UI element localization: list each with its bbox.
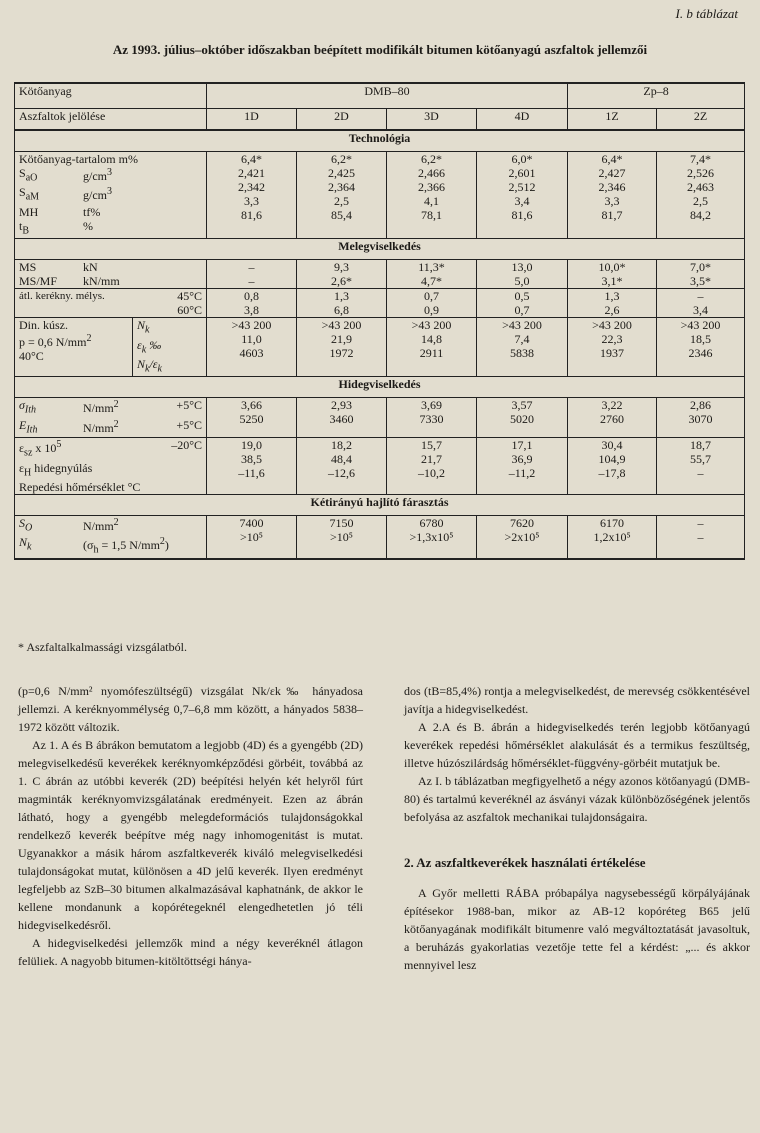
fatigue-value: 6780 [419, 515, 444, 530]
mix-code-1Z: 1Z [568, 109, 657, 131]
technology-value: 2,425 [328, 166, 355, 180]
technology-value: 3,3 [244, 194, 259, 208]
technology-value: 2,427 [598, 166, 626, 180]
mix-label: Aszfaltok jelölése [15, 109, 207, 131]
properties-table [14, 82, 745, 560]
creep-value: 14,8 [421, 332, 442, 347]
stress-value: 5250 [239, 412, 264, 427]
technology-col-2 [297, 152, 387, 239]
ms-value: 11,3* [418, 260, 445, 275]
technology-value: 2,512 [508, 180, 536, 194]
left-column [18, 682, 363, 970]
cold-value: –10,2 [418, 466, 445, 481]
cold-col-6 [657, 438, 745, 495]
creep-value: 2911 [419, 346, 444, 361]
technology-value: 4,1 [424, 194, 439, 208]
ms-value: 4,7* [421, 274, 442, 289]
rut-depth-value: 6,8 [334, 303, 349, 318]
creep-value: 22,3 [601, 332, 623, 347]
cold-col-1 [207, 438, 297, 495]
subscript: H [24, 466, 32, 478]
technology-value: 81,7 [601, 208, 623, 222]
section-cold-behaviour: Hidegviselkedés [15, 377, 745, 398]
creep-col-6 [657, 318, 745, 377]
cold-value: 38,5 [241, 452, 262, 467]
fatigue-value: – [697, 529, 704, 544]
technology-value: 81,6 [511, 208, 533, 222]
rut-depth-col-2 [297, 289, 387, 318]
cold-value: 30,4 [601, 438, 623, 453]
mix-code-2Z: 2Z [657, 109, 745, 131]
cold-value: 104,9 [598, 452, 626, 467]
fatigue-col-2 [297, 515, 387, 558]
fatigue-value: 1,2x10⁵ [593, 529, 631, 544]
stress-col-1 [207, 398, 297, 438]
ms-col-2 [297, 260, 387, 289]
stress-value: 5020 [510, 412, 535, 427]
stress-value: 2,93 [331, 398, 352, 413]
rut-depth-value: 0,5 [514, 289, 530, 304]
cold-value: 18,2 [331, 438, 352, 453]
rut-depth-col-3 [387, 289, 477, 318]
cold-value: –11,6 [238, 466, 265, 481]
technology-col-1 [207, 152, 297, 239]
subscript: aM [25, 191, 40, 203]
cold-row-label: $\varepsilon_H$ hidegnyúlás [19, 460, 93, 478]
stress-row-label: $E_{Ith}$ $N/mm^2$ +5°C [19, 417, 202, 436]
cold-strain-labels [15, 438, 207, 495]
technology-value: 6,4* [601, 152, 623, 166]
dynamic-creep-group [15, 318, 745, 377]
technology-value: 2,466 [418, 166, 445, 180]
creep-col-3 [387, 318, 477, 377]
fatigue-group [15, 515, 745, 558]
ms-value: – [248, 274, 255, 289]
section-heading: 2. Az aszfaltkeverékek használati értékelése [404, 855, 646, 870]
subscript: Ith [26, 424, 38, 436]
rut-depth-value: 0,7 [514, 303, 530, 318]
creep-pressure-label: p = 0,6 $N/mm^2$ [19, 333, 92, 350]
creep-value: 1972 [329, 346, 354, 361]
subscript: 2 [86, 333, 92, 345]
subscript: 2 [159, 536, 165, 548]
cold-row-label: Repedési hőmérséklet °C [19, 479, 141, 494]
rut-depth-group [15, 289, 745, 318]
cold-value: –11,2 [508, 466, 536, 481]
rut-depth-value: 3,8 [244, 303, 259, 318]
technology-value: 2,463 [687, 180, 715, 194]
ms-col-3 [387, 260, 477, 289]
creep-value: >43 200 [231, 318, 272, 333]
stress-value: 3,69 [421, 398, 442, 413]
subscript: 3 [107, 167, 112, 178]
ms-col-6 [657, 260, 745, 289]
subscript: O [25, 522, 33, 534]
rut-depth-row-label: átl. kerékny. mélys. 45°C [19, 289, 202, 304]
fatigue-labels [15, 515, 207, 558]
technology-value: 6,2* [331, 152, 352, 166]
creep-value: >43 200 [680, 318, 721, 333]
fatigue-value: 6170 [600, 515, 625, 530]
section-fatigue: Kétirányú hajlító fárasztás [15, 494, 745, 515]
fatigue-value: >1,3x10⁵ [409, 529, 454, 544]
subscript: 5 [56, 439, 62, 451]
creep-value: 7,4 [514, 332, 530, 347]
rut-depth-value: – [697, 289, 704, 304]
right-paragraph-2: A 2.A és B. ábrán a hidegviselkedés terén legjobb kötőanyagú keverékek repedési hőmérséklet alakulását és a termikus feszültség, illetve húzószilárdság hőmérséklet-függvény-görbéit mutatjuk be. [404, 720, 750, 770]
section-hot-behaviour: Melegviselkedés [15, 239, 745, 260]
technology-value: 81,6 [241, 208, 262, 222]
technology-value: 6,4* [241, 152, 262, 166]
fatigue-col-6 [657, 515, 745, 558]
technology-value: 6,0* [511, 152, 533, 166]
creep-temperature-label: 40°C [19, 349, 44, 364]
rut-depth-col-1 [207, 289, 297, 318]
ms-col-1 [207, 260, 297, 289]
subscript: 2 [113, 516, 119, 528]
fatigue-value: 7400 [239, 515, 264, 530]
technology-col-4 [477, 152, 568, 239]
cold-value: 18,7 [690, 438, 712, 453]
technology-col-6 [657, 152, 745, 239]
header-binder-row [15, 83, 745, 109]
stress-value: 2,86 [690, 398, 712, 413]
cold-col-5 [568, 438, 657, 495]
technology-group [15, 152, 745, 239]
creep-test-label: Din. kúsz. [19, 318, 68, 333]
technology-col-5 [568, 152, 657, 239]
cold-col-4 [477, 438, 568, 495]
rut-depth-value: 0,9 [424, 303, 439, 318]
ms-value: 5,0 [514, 274, 530, 289]
cold-value: 36,9 [511, 452, 533, 467]
right-paragraph-3: Az I. b táblázatban megfigyelhető a négy azonos kötőanyagú (DMB-80) és tartalmú keveréknél az ásványi vázak különbözőségének jelentős befolyása az aszfaltok mechanikai tulajdonságaira. [404, 774, 750, 824]
technology-value: 3,4 [514, 194, 530, 208]
creep-value: >43 200 [321, 318, 362, 333]
subscript: 2 [113, 399, 119, 411]
stress-col-2 [297, 398, 387, 438]
ms-value: 3,1* [601, 274, 623, 289]
subscript: sz [24, 447, 33, 459]
creep-col-2 [297, 318, 387, 377]
cold-value: –12,6 [328, 466, 355, 481]
stress-modulus-labels [15, 398, 207, 438]
technology-value: 2,5 [693, 194, 709, 208]
right-paragraph-1: dos (tB=85,4%) rontja a melegviselkedést, de merevség csökkentésével javítja a hidegviselkedést. [404, 684, 750, 716]
header-mix-row [15, 109, 745, 131]
ms-value: – [248, 260, 255, 275]
subscript: B [22, 225, 30, 237]
fatigue-row-label: $N_k$ ($\sigma_h = 1,5$ $N/mm^2$) [19, 535, 169, 556]
ms-value: 9,3 [334, 260, 349, 275]
fatigue-col-4 [477, 515, 568, 558]
stress-col-6 [657, 398, 745, 438]
cold-col-3 [387, 438, 477, 495]
creep-quantity: $N_k$ [137, 318, 150, 336]
footnote: * Aszfaltalkalmassági vizsgálatból. [18, 640, 187, 654]
creep-quantity: $\varepsilon_k$ ‰ [137, 337, 162, 355]
creep-value: 21,9 [331, 332, 352, 347]
stress-value: 3,66 [241, 398, 262, 413]
subscript: k [27, 541, 32, 553]
ms-row-label: MS kN [19, 260, 98, 275]
group-zp8: Zp–8 [568, 83, 745, 109]
creep-col-1 [207, 318, 297, 377]
fatigue-value: 7150 [329, 515, 354, 530]
technology-value: 85,4 [331, 208, 352, 222]
technology-value: 2,5 [334, 194, 349, 208]
cold-value: –17,8 [598, 466, 626, 481]
mix-code-4D: 4D [477, 109, 568, 131]
stress-col-3 [387, 398, 477, 438]
creep-col-5 [568, 318, 657, 377]
rut-depth-value: 0,8 [244, 289, 259, 304]
left-paragraph-2: Az 1. A és B ábrákon bemutatom a legjobb (4D) és a gyengébb (2D) melegviselkedésű keverékek keréknyomképződési görbéit, továbbá az 1. C ábrán az utóbbi keverék (2D) beépítési helyén két helyről fúrt magminták keréknyomvizsgálatának eredményeit. Ezen az ábrán látható, hogy a gyengébb melegdeformációs tulajdonságokkal rendelkező keverék beépítve még nagy inhomogenitást is mutat. Ugyanakkor a másik három aszfaltkeverék kiváló melegviselkedési tulajdonságokat mutat, különösen a 4D jelű keverék. Ilyen eredményt legfeljebb az SzB–30 bitumen alkalmazásával kaphatnánk, de akkor le kellene mondanunk a kopórétegeknél elengedhetetlen jó téli hidegviselkedésről. [18, 738, 363, 932]
creep-value: 5838 [510, 346, 535, 361]
left-paragraph-3: A hidegviselkedési jellemzők mind a négy keveréknél átlagon felüliek. A nagyobb bitumen-kitöltöttségi hánya- [18, 936, 363, 968]
subscript: k [145, 324, 150, 336]
technology-row-label: $S_{aM}$ $g/cm^3$ [19, 185, 112, 203]
ms-value: 7,0* [690, 260, 712, 275]
technology-value: 2,346 [598, 180, 626, 194]
creep-value: >43 200 [592, 318, 632, 333]
creep-value: 1937 [600, 346, 625, 361]
ms-labels [15, 260, 207, 289]
mix-code-1D: 1D [207, 109, 297, 131]
fatigue-col-3 [387, 515, 477, 558]
ms-col-5 [568, 260, 657, 289]
subscript: 3 [107, 186, 112, 198]
subscript: k [145, 363, 150, 375]
rut-depth-value: 0,7 [424, 289, 439, 304]
creep-quantities [133, 318, 207, 377]
fatigue-value: >2x10⁵ [504, 529, 540, 544]
mix-code-3D: 3D [387, 109, 477, 131]
cold-value: – [697, 466, 704, 481]
creep-value: >43 200 [411, 318, 452, 333]
ms-value: 10,0* [598, 260, 626, 275]
ms-value: 3,5* [690, 274, 712, 289]
cold-value: 48,4 [331, 452, 352, 467]
cold-strain-group [15, 438, 745, 495]
technology-value: 78,1 [421, 208, 442, 222]
cold-row-label: $\varepsilon_{sz}$ x $10^5$ –20°C [19, 438, 202, 459]
stress-value: 7330 [419, 412, 444, 427]
technology-value: 2,366 [418, 180, 445, 194]
mix-code-2D: 2D [297, 109, 387, 131]
rut-depth-labels [15, 289, 207, 318]
cold-col-2 [297, 438, 387, 495]
technology-value: 6,2* [421, 152, 442, 166]
stress-modulus-group [15, 398, 745, 438]
stress-col-5 [568, 398, 657, 438]
subscript: Ith [24, 404, 37, 416]
cold-value: 17,1 [511, 438, 533, 453]
technology-labels [15, 152, 207, 239]
technology-row-label: MH tf% [19, 204, 101, 219]
technology-row-label: Kötőanyag-tartalom m% [19, 152, 138, 166]
stress-value: 3,22 [601, 398, 623, 413]
rut-depth-row-label: 60°C [177, 303, 202, 318]
technology-value: 2,342 [238, 180, 265, 194]
subscript: h [93, 544, 99, 556]
subscript: k [157, 363, 162, 375]
ms-group [15, 260, 745, 289]
creep-value: >43 200 [502, 318, 542, 333]
section-technology: Technológia [15, 130, 745, 152]
technology-value: 84,2 [690, 208, 712, 222]
creep-value: 2346 [688, 346, 713, 361]
stress-value: 3070 [688, 412, 713, 427]
creep-col-4 [477, 318, 568, 377]
creep-value: 4603 [239, 346, 264, 361]
cold-value: 19,0 [241, 438, 262, 453]
cold-value: 55,7 [690, 452, 712, 467]
technology-row-label: $t_B$ % [19, 218, 93, 237]
fatigue-value: 7620 [510, 515, 535, 530]
subscript: k [141, 343, 147, 355]
ms-value: 2,6* [331, 274, 352, 289]
fatigue-value: >10⁵ [330, 529, 353, 544]
technology-row-label: $S_{aO}$ $g/cm^3$ [19, 166, 112, 184]
ms-value: 13,0 [511, 260, 533, 275]
subscript: aO [25, 172, 38, 184]
subscript: 2 [113, 418, 119, 430]
creep-quantity: $N_k/\varepsilon_k$ [137, 356, 162, 375]
stress-col-4 [477, 398, 568, 438]
cold-value: 21,7 [421, 452, 442, 467]
stress-value: 3,57 [511, 398, 533, 413]
fatigue-col-5 [568, 515, 657, 558]
fatigue-row-label: $S_O$ $N/mm^2$ [19, 515, 119, 534]
technology-value: 7,4* [690, 152, 712, 166]
fatigue-value: – [697, 515, 704, 530]
left-paragraph-1: (p=0,6 N/mm² nyomófeszültségű) vizsgálat Nk/εk‰ hányadosa jellemzi. A keréknyommélység 0,7–6,8 mm között, a hányados 5838–1972 között változik. [18, 684, 363, 734]
rut-depth-col-6 [657, 289, 745, 318]
ms-col-4 [477, 260, 568, 289]
technology-value: 2,364 [328, 180, 355, 194]
technology-col-3 [387, 152, 477, 239]
ms-row-label: MS/MF kN/mm [19, 274, 120, 289]
stress-value: 3460 [329, 412, 354, 427]
creep-value: 11,0 [241, 332, 262, 347]
creep-value: 18,5 [690, 332, 712, 347]
technology-value: 2,601 [508, 166, 536, 180]
rut-depth-value: 1,3 [334, 289, 349, 304]
rut-depth-value: 3,4 [693, 303, 709, 318]
rut-depth-col-4 [477, 289, 568, 318]
technology-value: 2,421 [238, 166, 265, 180]
group-dmb80: DMB–80 [207, 83, 568, 109]
fatigue-col-1 [207, 515, 297, 558]
rut-depth-value: 2,6 [604, 303, 620, 318]
table-title: Az 1993. július–október időszakban beépített modifikált bitumen kötőanyagú aszfaltok jellemzői [112, 42, 648, 57]
cold-value: 15,7 [421, 438, 442, 453]
rut-depth-col-5 [568, 289, 657, 318]
technology-value: 2,526 [687, 166, 715, 180]
binder-label: Kötőanyag [15, 83, 207, 109]
creep-labels [15, 318, 133, 377]
technology-value: 3,3 [604, 194, 620, 208]
stress-row-label: $\sigma_{Ith}$ $N/mm^2$ +5°C [19, 398, 202, 416]
right-column [404, 682, 750, 974]
table-number: I. b táblázat [675, 6, 738, 21]
fatigue-value: >10⁵ [240, 529, 263, 544]
right-paragraph-4: A Győr melletti RÁBA próbapálya nagysebességű körpályájának építésekor 1988-ban, mikor az AB-12 kopóréteg B65 jelű kötőanyagának modifikált bitumenre való megváltoztatását javasoltuk, a beruházás gyakorlatias vezetője tette fel a kérdést: „... és akkor mennyivel lesz [404, 886, 750, 972]
rut-depth-value: 1,3 [604, 289, 620, 304]
stress-value: 2760 [600, 412, 625, 427]
